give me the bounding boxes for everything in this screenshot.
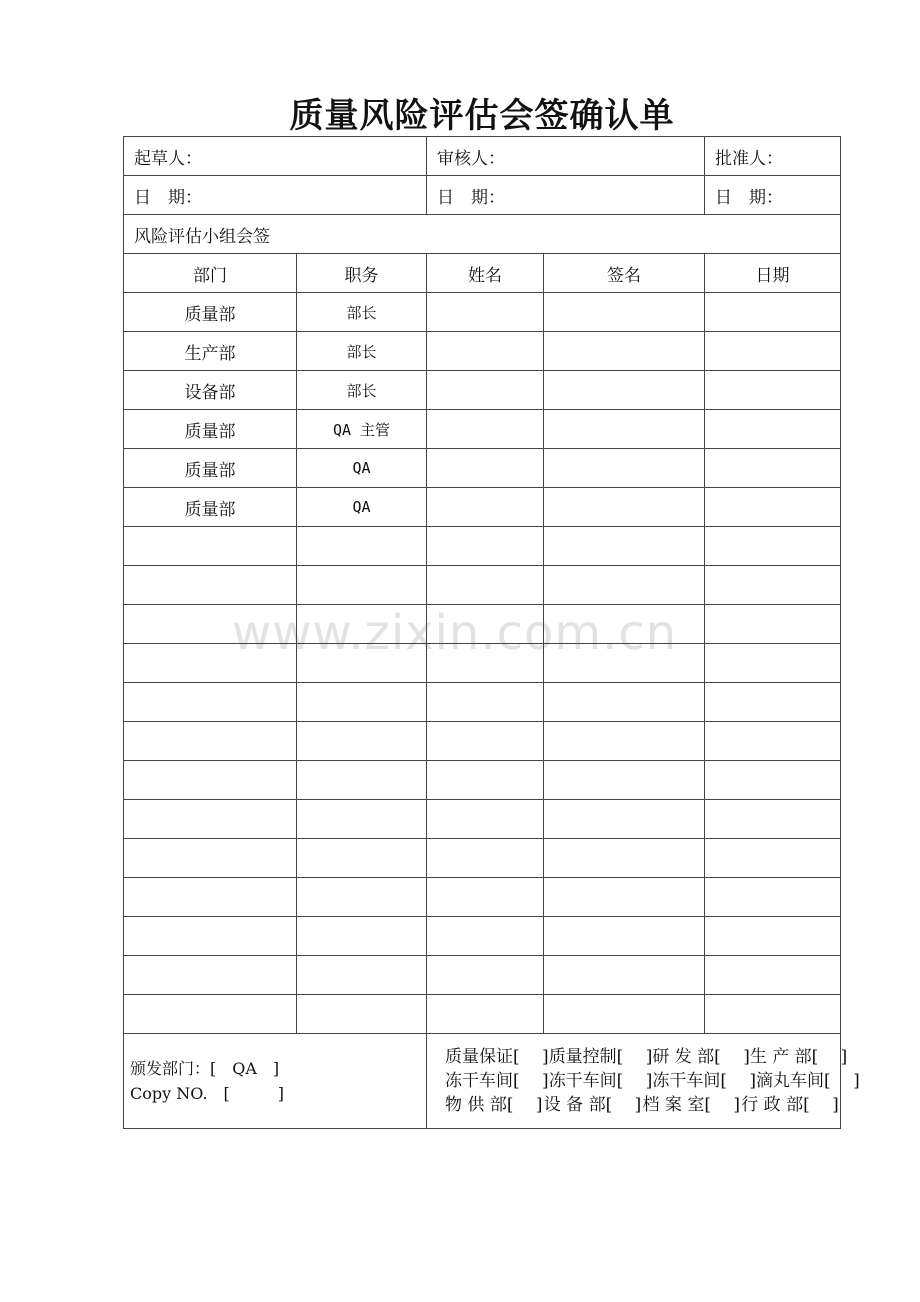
date-cell[interactable]: [705, 956, 841, 995]
name-cell[interactable]: [427, 956, 544, 995]
position-cell[interactable]: [297, 995, 427, 1034]
dept-cell[interactable]: [124, 566, 297, 605]
dept-cell[interactable]: 质量部: [124, 488, 297, 527]
column-header-name: 姓名: [427, 254, 544, 293]
name-cell[interactable]: [427, 449, 544, 488]
approver-date-field[interactable]: 日 期：: [705, 176, 841, 215]
signature-cell[interactable]: [544, 839, 705, 878]
sign-off-table: [123, 136, 860, 1129]
date-cell[interactable]: [705, 332, 841, 371]
position-cell[interactable]: [297, 839, 427, 878]
distribution-item[interactable]: 质量保证[ ]: [445, 1047, 549, 1067]
table-row: [124, 527, 841, 566]
issue-info: [124, 1034, 427, 1129]
dept-cell[interactable]: [124, 839, 297, 878]
signature-cell[interactable]: [544, 995, 705, 1034]
table-row: [124, 761, 841, 800]
dept-cell[interactable]: [124, 605, 297, 644]
position-cell[interactable]: [297, 605, 427, 644]
date-cell[interactable]: [705, 644, 841, 683]
signature-cell[interactable]: [544, 644, 705, 683]
dept-cell[interactable]: 质量部: [124, 293, 297, 332]
dept-cell[interactable]: 质量部: [124, 410, 297, 449]
column-header-position: 职务: [297, 254, 427, 293]
dept-cell[interactable]: [124, 761, 297, 800]
dept-cell[interactable]: [124, 878, 297, 917]
signature-cell[interactable]: [544, 761, 705, 800]
name-cell[interactable]: [427, 722, 544, 761]
signature-cell[interactable]: [544, 605, 705, 644]
position-cell[interactable]: [297, 761, 427, 800]
dept-cell[interactable]: [124, 722, 297, 761]
approver-field[interactable]: 批准人：: [705, 137, 841, 176]
section-title-row: [124, 215, 841, 254]
signoff-rows: [124, 293, 841, 1034]
date-cell[interactable]: [705, 800, 841, 839]
position-cell[interactable]: [297, 878, 427, 917]
signature-cell[interactable]: [544, 566, 705, 605]
date-cell[interactable]: [705, 722, 841, 761]
signature-cell[interactable]: [544, 410, 705, 449]
date-cell[interactable]: [705, 878, 841, 917]
name-cell[interactable]: [427, 800, 544, 839]
date-cell[interactable]: [705, 527, 841, 566]
table-row: [124, 683, 841, 722]
distribution-item[interactable]: 质量控制[ ]: [548, 1047, 653, 1067]
name-cell[interactable]: [427, 566, 544, 605]
table-row: [124, 956, 841, 995]
watermark: www.zixin.com.cn: [232, 605, 678, 661]
section-title: 风险评估小组会签: [124, 215, 841, 254]
signature-cell[interactable]: [544, 722, 705, 761]
distribution-grid: [445, 1045, 860, 1117]
table-row: [124, 644, 841, 683]
header-row-dates: [124, 176, 841, 215]
date-cell[interactable]: [705, 566, 841, 605]
position-cell[interactable]: [297, 566, 427, 605]
dept-cell[interactable]: [124, 800, 297, 839]
distribution-item[interactable]: 物 供 部[ ]: [445, 1095, 543, 1115]
distribution-item[interactable]: 冻干车间[ ]: [548, 1071, 653, 1091]
date-cell[interactable]: [705, 995, 841, 1034]
position-cell[interactable]: [297, 527, 427, 566]
dept-cell[interactable]: 设备部: [124, 371, 297, 410]
distribution-item[interactable]: 行 政 部[ ]: [741, 1095, 839, 1115]
column-header-dept: 部门: [124, 254, 297, 293]
table-row: [124, 722, 841, 761]
name-cell[interactable]: [427, 878, 544, 917]
table-row: [124, 878, 841, 917]
distribution-item[interactable]: 档 案 室[ ]: [642, 1095, 740, 1115]
date-cell[interactable]: [705, 293, 841, 332]
position-cell[interactable]: 部长: [297, 332, 427, 371]
position-cell[interactable]: [297, 722, 427, 761]
date-cell[interactable]: [705, 410, 841, 449]
table-row: [124, 839, 841, 878]
distribution-row: [445, 1069, 860, 1093]
distribution-row: [445, 1045, 848, 1069]
table-row: [124, 449, 841, 488]
signature-cell[interactable]: [544, 293, 705, 332]
date-cell[interactable]: [705, 449, 841, 488]
table-row: [124, 293, 841, 332]
table-row: [124, 800, 841, 839]
table-row: [124, 410, 841, 449]
distribution-row: [445, 1093, 840, 1117]
distribution-list: [427, 1034, 860, 1129]
column-header-row: [124, 254, 841, 293]
signature-cell[interactable]: [544, 332, 705, 371]
signature-cell[interactable]: [544, 488, 705, 527]
name-cell[interactable]: [427, 995, 544, 1034]
distribution-item[interactable]: 设 备 部[ ]: [543, 1095, 642, 1115]
dept-cell[interactable]: [124, 683, 297, 722]
form-title: 质量风险评估会签确认单: [289, 96, 675, 136]
dept-cell[interactable]: 质量部: [124, 449, 297, 488]
name-cell[interactable]: [427, 488, 544, 527]
position-cell[interactable]: [297, 644, 427, 683]
name-cell[interactable]: [427, 683, 544, 722]
position-cell[interactable]: QA: [297, 449, 427, 488]
name-cell[interactable]: [427, 332, 544, 371]
date-cell[interactable]: [705, 683, 841, 722]
name-cell[interactable]: [427, 605, 544, 644]
signature-cell[interactable]: [544, 917, 705, 956]
distribution-item[interactable]: 研 发 部[ ]: [652, 1047, 750, 1067]
table-row: [124, 917, 841, 956]
name-cell[interactable]: [427, 761, 544, 800]
name-cell[interactable]: [427, 644, 544, 683]
position-cell[interactable]: [297, 956, 427, 995]
copy-number: Copy NO. [ ]: [130, 1084, 284, 1103]
position-cell[interactable]: 部长: [297, 293, 427, 332]
column-header-signature: 签名: [544, 254, 705, 293]
table-row: [124, 605, 841, 644]
drafter-field[interactable]: 起草人：: [124, 137, 427, 176]
position-cell[interactable]: [297, 683, 427, 722]
signature-cell[interactable]: [544, 371, 705, 410]
position-cell[interactable]: [297, 917, 427, 956]
position-cell[interactable]: [297, 800, 427, 839]
dept-cell[interactable]: [124, 917, 297, 956]
date-cell[interactable]: [705, 488, 841, 527]
drafter-date-field[interactable]: 日 期：: [124, 176, 427, 215]
dept-cell[interactable]: [124, 995, 297, 1034]
distribution-item[interactable]: 冻干车间[ ]: [445, 1071, 549, 1091]
signature-cell[interactable]: [544, 449, 705, 488]
distribution-item[interactable]: 冻干车间[ ]: [652, 1071, 757, 1091]
column-header-date: 日期: [705, 254, 841, 293]
dept-cell[interactable]: 生产部: [124, 332, 297, 371]
signature-cell[interactable]: [544, 956, 705, 995]
position-cell[interactable]: 部长: [297, 371, 427, 410]
footer-row: [124, 1034, 841, 1129]
table-row: [124, 488, 841, 527]
distribution-item[interactable]: 生 产 部[ ]: [749, 1047, 848, 1067]
signature-cell[interactable]: [544, 878, 705, 917]
date-cell[interactable]: [705, 839, 841, 878]
issue-dept: 颁发部门：[ QA ]: [130, 1059, 280, 1078]
name-cell[interactable]: [427, 839, 544, 878]
date-cell[interactable]: [705, 371, 841, 410]
distribution-item[interactable]: 滴丸车间[ ]: [756, 1071, 860, 1091]
reviewer-date-field[interactable]: 日 期：: [427, 176, 705, 215]
date-cell[interactable]: [705, 761, 841, 800]
table-row: [124, 371, 841, 410]
name-cell[interactable]: [427, 917, 544, 956]
table-row: [124, 995, 841, 1034]
position-cell[interactable]: QA: [297, 488, 427, 527]
name-cell[interactable]: [427, 410, 544, 449]
dept-cell[interactable]: [124, 956, 297, 995]
signature-cell[interactable]: [544, 683, 705, 722]
signature-cell[interactable]: [544, 527, 705, 566]
signature-cell[interactable]: [544, 800, 705, 839]
name-cell[interactable]: [427, 293, 544, 332]
name-cell[interactable]: [427, 371, 544, 410]
dept-cell[interactable]: [124, 527, 297, 566]
date-cell[interactable]: [705, 917, 841, 956]
position-cell[interactable]: QA 主管: [297, 410, 427, 449]
name-cell[interactable]: [427, 527, 544, 566]
header-row-people: [124, 137, 841, 176]
date-cell[interactable]: [705, 605, 841, 644]
table-row: [124, 566, 841, 605]
table-row: [124, 332, 841, 371]
dept-cell[interactable]: [124, 644, 297, 683]
reviewer-field[interactable]: 审核人：: [427, 137, 705, 176]
